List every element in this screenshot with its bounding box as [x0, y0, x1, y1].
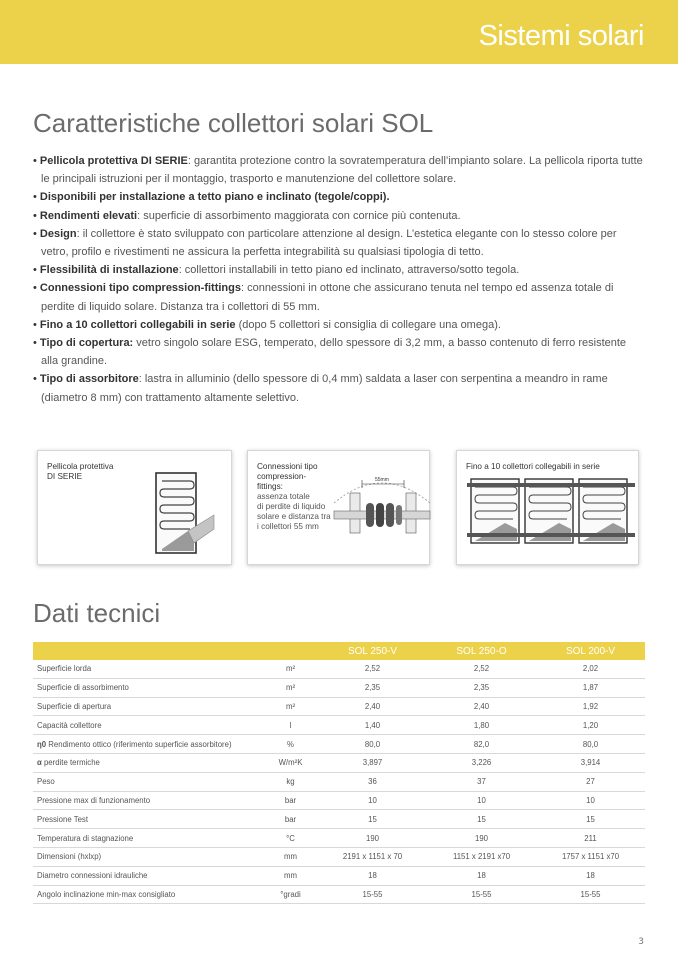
header-band [0, 0, 678, 64]
features-title: Caratteristiche collettori solari SOL [33, 108, 434, 138]
list-item: • Flessibilità di installazione: collettori installabili in tetto piano ed inclinato, attraverso/sotto tegola. [33, 261, 643, 279]
table-row: Pressione Test bar 15 15 15 [33, 810, 645, 829]
table-header-row [33, 642, 645, 660]
column-header: SOL 200-V [536, 642, 645, 660]
list-item: • Rendimenti elevati: superficie di assorbimento maggiorata con cornice più contenuta. [33, 207, 643, 225]
feature-box-protective-film [37, 450, 232, 565]
table-row: Pressione max di funzionamento bar 10 10 10 [33, 791, 645, 810]
table-row: Superficie di assorbimento m² 2,35 2,35 1,87 [33, 678, 645, 697]
tech-data-title: Dati tecnici [33, 598, 161, 628]
fitting-illustration [332, 467, 432, 547]
dimension-label: 55mm [375, 477, 389, 483]
list-item: • Connessioni tipo compression-fittings: connessioni in ottone che assicurano tenuta nel tempo ed assenza totale di perdite di liquido solare. Distanza tra i collettori di 55 mm. [33, 279, 643, 315]
table-row: Superficie di apertura m² 2,40 2,40 1,92 [33, 697, 645, 716]
table-row: Angolo inclinazione min-max consigliato °gradi 15-55 15-55 15-55 [33, 885, 645, 904]
collector-panel-illustration [154, 471, 216, 555]
table-row: α perdite termiche W/m²K 3,897 3,226 3,914 [33, 753, 645, 772]
list-item: • Fino a 10 collettori collegabili in serie (dopo 5 collettori si consiglia di collegare una omega). [33, 316, 643, 334]
feature-box-compression-fittings [247, 450, 430, 565]
list-item: • Tipo di copertura: vetro singolo solare ESG, temperato, dello spessore di 3,2 mm, a basso contenuto di ferro resistente alla grandine. [33, 334, 643, 370]
page-number: 3 [638, 937, 644, 947]
column-header: SOL 250-O [427, 642, 536, 660]
feature-box-label: Pellicola protettiva DI SERIE [47, 462, 114, 481]
series-collectors-illustration [467, 477, 637, 545]
column-header: SOL 250-V [318, 642, 427, 660]
list-item: • Tipo di assorbitore: lastra in alluminio (dello spessore di 0,4 mm) saldata a laser con serpentina a meandro in rame (diametro 8 mm) con trattamento altamente selettivo. [33, 370, 643, 406]
table-row: Capacità collettore l 1,40 1,80 1,20 [33, 716, 645, 735]
table-row: Temperatura di stagnazione °C 190 190 211 [33, 829, 645, 848]
list-item: • Pellicola protettiva DI SERIE: garantita protezione contro la sovratemperatura dell’impianto solare. La pellicola riporta tutte le principali istruzioni per il montaggio, trasporto e manutenzione del collettore solare. [33, 152, 643, 188]
list-item: • Design: il collettore è stato sviluppato con particolare attenzione al design. L’estetica elegante con lo stesso colore per vetro, profilo e rivestimenti ne assicura la perfetta integrabilità su qualsiasi tipologia di tetto. [33, 225, 643, 261]
feature-list [33, 152, 643, 407]
table-row: Diametro connessioni idrauliche mm 18 18 18 [33, 866, 645, 885]
feature-box-label: Connessioni tipo compression- fittings: assenza totale di perdite di liquido solare e distanza tra i collettori 55 mm [257, 462, 331, 531]
feature-box-series-connection [456, 450, 639, 565]
tech-data-table [33, 642, 645, 904]
table-row: Peso kg 36 37 27 [33, 772, 645, 791]
feature-box-label: Fino a 10 collettori collegabili in serie [466, 462, 600, 471]
table-row: Dimensioni (hxlxp) mm 2191 x 1151 x 70 1151 x 2191 x70 1757 x 1151 x70 [33, 847, 645, 866]
table-row: η0 Rendimento ottico (riferimento superficie assorbitore) % 80,0 82,0 80,0 [33, 735, 645, 754]
list-item: • Disponibili per installazione a tetto piano e inclinato (tegole/coppi). [33, 188, 643, 206]
table-row: Superficie lorda m² 2,52 2,52 2,02 [33, 660, 645, 678]
header-title: Sistemi solari [478, 20, 644, 52]
